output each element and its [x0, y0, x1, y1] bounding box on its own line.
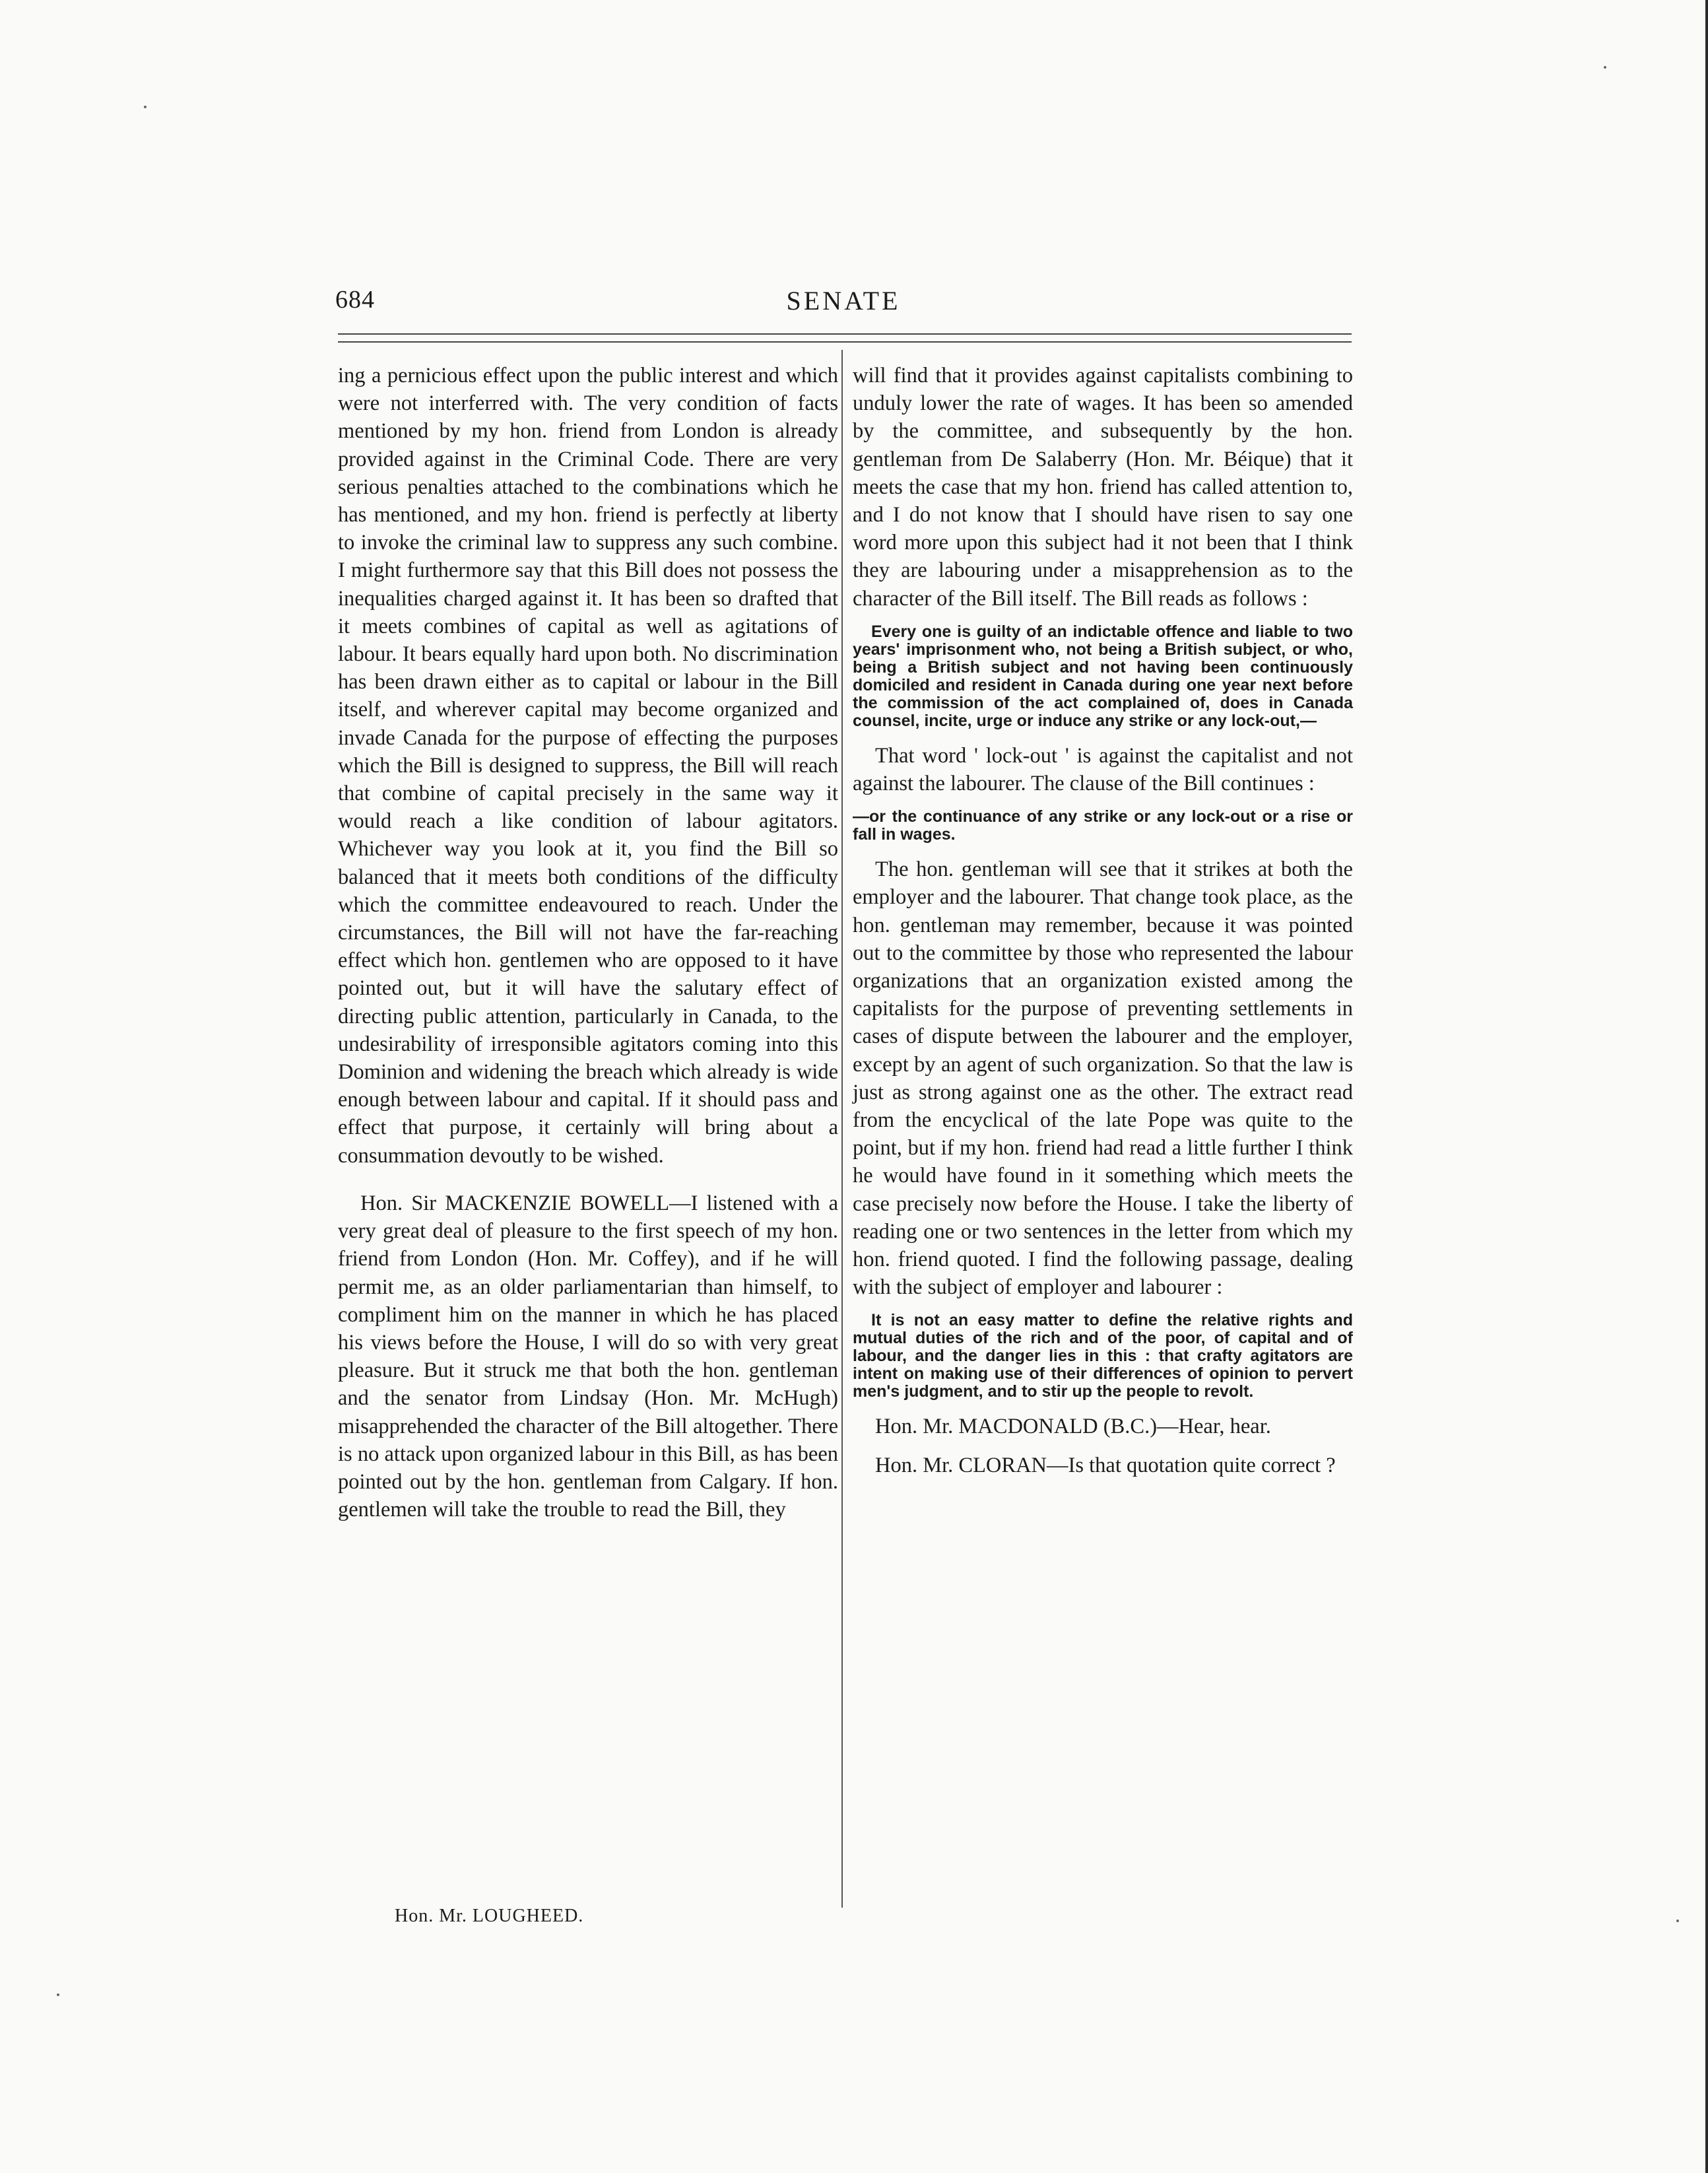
encyclical-quotation: It is not an easy matter to define the relative rights and mutual duties of the rich and of the poor, of capital and of labour, and the danger lies in this : that crafty agitators are intent on making use of their differences of opinion to pervert men's judgment, and to stir up the people to revolt. [853, 1311, 1353, 1401]
speech-paragraph: Hon. Sir MACKENZIE BOWELL—I listened with a very great deal of pleasure to the first speech of my hon. friend from London (Hon. Mr. Coffey), and if he will permit me, as an older parliamentarian than himself, to compliment him on the manner in which he has placed his views before the House, I will do so with very great pleasure. But it struck me that both the hon. gentleman and the senator from Lindsay (Hon. Mr. McHugh) misapprehended the character of the Bill altogether. There is no attack upon organized labour in this Bill, as has been pointed out by the hon. gentleman from Calgary. If hon. gentlemen will take the trouble to read the Bill, they [338, 1191, 838, 1522]
header-rule-bottom [338, 341, 1352, 343]
page-header [335, 285, 1352, 325]
scan-edge [1705, 0, 1708, 2173]
footer-speaker: Hon. Mr. LOUGHEED. [395, 1906, 584, 1926]
header-rule-top [338, 333, 1352, 335]
paragraph: That word ' lock-out ' is against the capitalist and not against the labourer. The clause of the Bill continues : [853, 743, 1353, 796]
left-column [338, 362, 838, 1523]
scan-speck [1604, 66, 1606, 69]
column-divider [841, 350, 843, 1908]
scan-speck [57, 1993, 59, 1996]
speech-paragraph: Hon. Mr. MACDONALD (B.C.)—Hear, hear. [875, 1415, 1271, 1439]
page-number: 684 [335, 286, 375, 314]
speech-paragraph: Hon. Mr. CLORAN—Is that quotation quite correct ? [875, 1453, 1336, 1477]
scan-speck [144, 106, 147, 108]
paragraph: ing a pernicious effect upon the public interest and which were not interferred with. The very condition of facts mentioned by my hon. friend from London is already provided against in the Criminal Code. There are very serious penalties attached to the combinations which he has mentioned, and my hon. friend is perfectly at liberty to invoke the criminal law to suppress any such combine. I might furthermore say that this Bill does not possess the inequalities charged against it. It has been so drafted that it meets combines of capital as well as agitations of labour. It bears equally hard upon both. No discrimination has been drawn either as to capital or labour in the Bill itself, and wherever capital may become organized and invade Canada for the purpose of effecting the purposes which the Bill is designed to suppress, the Bill will reach that combine of capital precisely in the same way it would reach a like condition of labour agitators. Whichever way you look at it, you find the Bill so balanced that it meets both conditions of the difficulty which the committee endeavoured to reach. Under the circumstances, the Bill will not have the far-reaching effect which hon. gentlemen who are opposed to it have pointed out, but it will have the salutary effect of directing public attention, particularly in Canada, to the undesirability of irresponsible agitators coming into this Dominion and widening the breach which already is wide enough between labour and capital. If it should pass and effect that purpose, it certainly will bring about a consummation devoutly to be wished. [338, 364, 838, 1168]
right-column [853, 362, 1353, 1479]
paragraph: will find that it provides against capitalists combining to unduly lower the rate of wages. It has been so amended by the committee, and subsequently by the hon. gentleman from De Salaberry (Hon. Mr. Béique) that it meets the case that my hon. friend has called attention to, and I do not know that I should have risen to say one word more upon this subject had it not been that I think they are labouring under a misapprehension as to the character of the Bill itself. The Bill reads as follows : [853, 364, 1353, 611]
bill-quotation: Every one is guilty of an indictable offence and liable to two years' imprisonment who, not being a British subject, or who, being a British subject and not having been continuously domiciled and resident in Canada during one year next before the commission of the act complained of, does in Canada counsel, incite, urge or induce any strike or any lock-out,— [853, 622, 1353, 730]
scan-speck [1676, 1920, 1679, 1922]
bill-quotation: —or the continuance of any strike or any lock-out or a rise or fall in wages. [853, 807, 1353, 844]
running-head: SENATE [786, 286, 901, 316]
paragraph: The hon. gentleman will see that it strikes at both the employer and the labourer. That change took place, as the hon. gentleman may remember, because it was pointed out to the committee by those who represented the labour organizations that an organization existed among the capitalists for the purpose of preventing settlements in cases of dispute between the labourer and the employer, except by an agent of such organization. So that the law is just as strong against one as the other. The extract read from the encyclical of the late Pope was quite to the point, but if my hon. friend had read a little further I think he would have found in it something which meets the case precisely now before the House. I take the liberty of reading one or two sentences in the letter from which my hon. friend quoted. I find the following passage, dealing with the subject of employer and labourer : [853, 857, 1353, 1300]
